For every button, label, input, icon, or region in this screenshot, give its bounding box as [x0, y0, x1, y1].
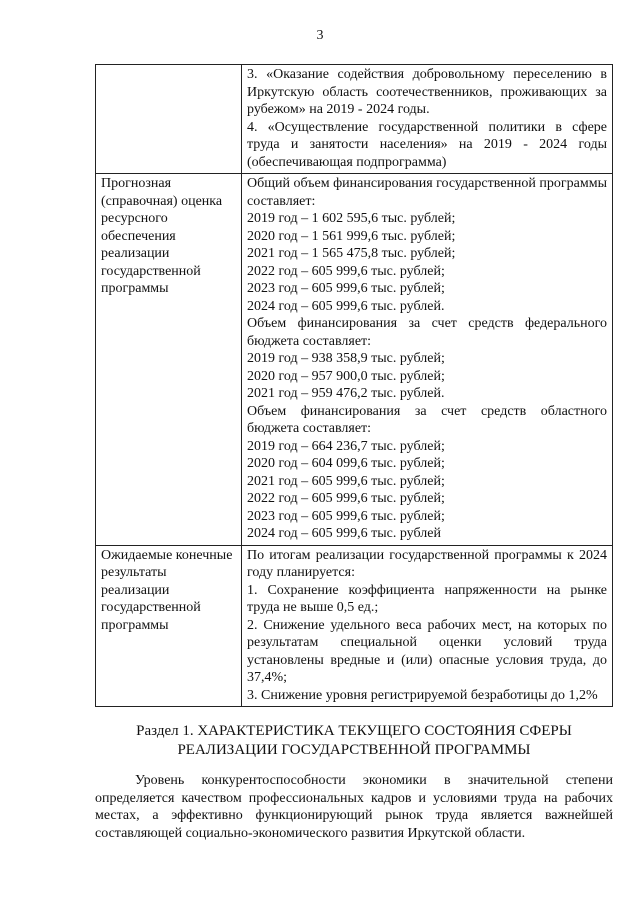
expected-results-cell	[242, 545, 613, 707]
total-funding-2024: 2024 год – 605 999,6 тыс. рублей.	[247, 298, 445, 314]
federal-funding-2021: 2021 год – 959 476,2 тыс. рублей.	[247, 386, 445, 401]
subprogram-4-text: 4. «Осуществление государственной политики в сфере труда и занятости населения» на 2019 - 2024 годы (обеспечивающая подпрограмма)	[247, 119, 607, 170]
federal-funding-2020: 2020 год – 957 900,0 тыс. рублей;	[247, 368, 445, 384]
section-heading-line-1: Раздел 1. ХАРАКТЕРИСТИКА ТЕКУЩЕГО СОСТОЯНИЯ СФЕРЫ	[136, 723, 572, 739]
table-row	[96, 174, 613, 546]
result-3: 3. Снижение уровня регистрируемой безработицы до 1,2%	[247, 687, 598, 703]
federal-funding-intro: Объем финансирования за счет средств федерального бюджета составляет:	[247, 316, 607, 349]
result-2: 2. Снижение удельного веса рабочих мест, на которых по результатам специальной оценки условий труда установлены вредные и (или) опасные условия труда, до 37,4%;	[247, 617, 607, 685]
regional-funding-2021: 2021 год – 605 999,6 тыс. рублей;	[247, 473, 445, 489]
results-intro: По итогам реализации государственной программы к 2024 году планируется:	[247, 547, 607, 580]
federal-funding-2019: 2019 год – 938 358,9 тыс. рублей;	[247, 351, 445, 366]
regional-funding-2019: 2019 год – 664 236,7 тыс. рублей;	[247, 438, 445, 454]
expected-results-label: Ожидаемые конечные результаты реализации государственной программы	[96, 545, 242, 707]
regional-funding-2024: 2024 год – 605 999,6 тыс. рублей	[247, 526, 441, 541]
total-funding-intro: Общий объем финансирования государственной программы составляет:	[247, 176, 607, 209]
section-heading	[95, 722, 613, 760]
resource-estimate-label: Прогнозная (справочная) оценка ресурсного обеспечения реализации государственной программы	[96, 174, 242, 546]
total-funding-2020: 2020 год – 1 561 999,6 тыс. рублей;	[247, 228, 456, 244]
total-funding-2023: 2023 год – 605 999,6 тыс. рублей;	[247, 281, 445, 296]
body-paragraph: Уровень конкурентоспособности экономики в значительной степени определяется качеством профессиональных кадров и условиями труда на рабочих местах, а эффективно функционирующий рынок труда является важнейшей составляющей социально-экономического развития Иркутской области.	[95, 773, 613, 841]
subprogram-3-text: 3. «Оказание содействия добровольному переселению в Иркутскую область соотечественников, проживающих за рубежом» на 2019 - 2024 годы.	[247, 67, 607, 117]
regional-funding-intro: Объем финансирования за счет средств областного бюджета составляет:	[247, 403, 607, 436]
row-label-empty	[96, 65, 242, 174]
total-funding-2022: 2022 год – 605 999,6 тыс. рублей;	[247, 263, 445, 279]
section-heading-line-2: РЕАЛИЗАЦИИ ГОСУДАРСТВЕННОЙ ПРОГРАММЫ	[177, 742, 531, 758]
regional-funding-2020: 2020 год – 604 099,6 тыс. рублей;	[247, 456, 445, 471]
total-funding-2021: 2021 год – 1 565 475,8 тыс. рублей;	[247, 246, 456, 261]
table-row	[96, 545, 613, 707]
subprograms-cell	[242, 65, 613, 174]
table-row	[96, 65, 613, 174]
total-funding-2019: 2019 год – 1 602 595,6 тыс. рублей;	[247, 211, 456, 226]
program-passport-table	[95, 64, 613, 707]
regional-funding-2023: 2023 год – 605 999,6 тыс. рублей;	[247, 508, 445, 524]
regional-funding-2022: 2022 год – 605 999,6 тыс. рублей;	[247, 491, 445, 506]
resource-estimate-cell	[242, 174, 613, 546]
result-1: 1. Сохранение коэффициента напряженности на рынке труда не выше 0,5 ед.;	[247, 582, 607, 615]
page-number: 3	[316, 28, 324, 43]
